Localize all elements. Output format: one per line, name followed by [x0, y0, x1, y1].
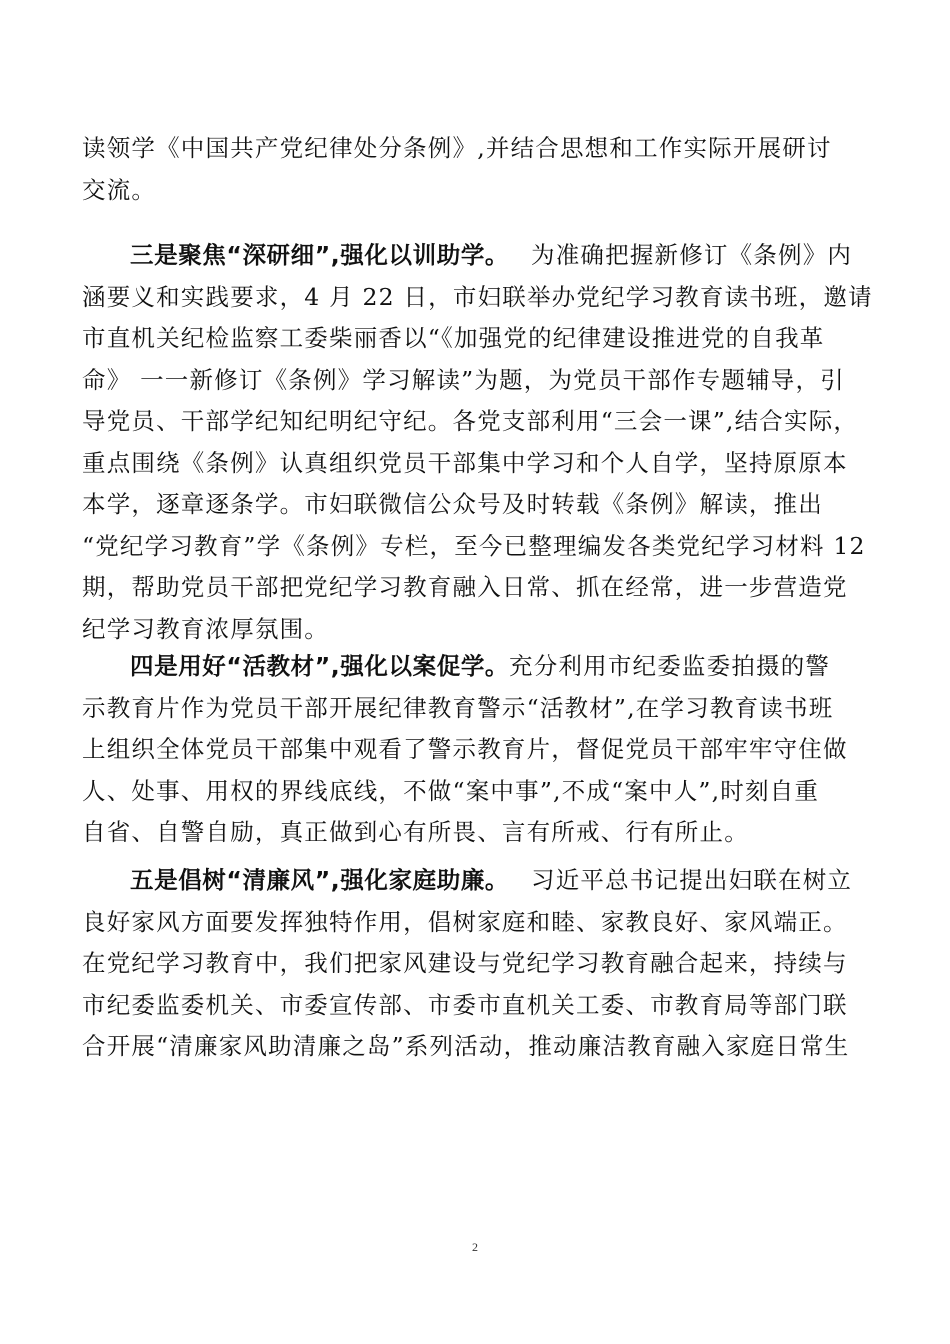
paragraph-continuation — [82, 128, 894, 211]
text-line — [82, 860, 894, 902]
text-span: 为准确把握新修订《条例》内 — [531, 241, 853, 269]
text-line: 读领学《中国共产党纪律处分条例》,并结合思想和工作实际开展研讨 — [82, 134, 832, 162]
text-line: 交流。 — [82, 175, 157, 204]
paragraph-section-five — [82, 860, 894, 1068]
text-line: 市纪委监委机关、市委宣传部、市委市直机关工委、市教育局等部门联 — [82, 990, 848, 1019]
text-line: 本学，逐章逐条学。市妇联微信公众号及时转载《条例》解读，推出 — [82, 490, 823, 518]
page-number: 2 — [472, 1240, 478, 1254]
section-heading: 三是聚焦“深研细”,强化以训助学。 — [130, 241, 510, 269]
text-line: 市直机关纪检监察工委柴丽香以“《加强党的纪律建设推进党的自我革 — [82, 324, 825, 352]
text-line — [82, 646, 894, 688]
text-line: 导党员、干部学纪知纪明纪守纪。各党支部利用“三会一课”,结合实际， — [82, 407, 859, 435]
text-line: 自省、自警自励，真正做到心有所畏、言有所戒、行有所止。 — [82, 818, 749, 846]
section-heading: 五是倡树“清廉风”,强化家庭助廉。 — [130, 866, 510, 894]
text-line: 期，帮助党员干部把党纪学习教育融入日常、抓在经常，进一步营造党 — [82, 573, 848, 601]
paragraph-section-three — [82, 235, 894, 650]
text-line: 在党纪学习教育中，我们把家风建设与党纪学习教育融合起来，持续与 — [82, 949, 848, 977]
text-span: 充分利用市纪委监委拍摄的警 — [509, 652, 831, 680]
paragraph-section-four — [82, 646, 894, 854]
text-line — [82, 235, 894, 277]
text-line: 人、处事、用权的界线底线，不做“案中事”,不成“案中人”,时刻自重 — [82, 776, 820, 805]
text-span: 习近平总书记提出妇联在树立 — [531, 866, 853, 894]
text-line: 合开展“清廉家风助清廉之岛”系列活动，推动廉洁教育融入家庭日常生 — [82, 1032, 850, 1060]
text-line: 重点围绕《条例》认真组织党员干部集中学习和个人自学，坚持原原本 — [82, 448, 848, 477]
text-line: 示教育片作为党员干部开展纪律教育警示“活教材”,在学习教育读书班 — [82, 693, 834, 722]
text-line: 纪学习教育浓厚氛围。 — [82, 614, 329, 643]
text-line: 涵要义和实践要求，4 月 22 日，市妇联举办党纪学习教育读书班，邀请 — [82, 282, 873, 311]
text-line: 上组织全体党员干部集中观看了警示教育片，督促党员干部牢牢守住做 — [82, 735, 848, 763]
text-line: “党纪学习教育”学《条例》专栏，至今已整理编发各类党纪学习材料 12 — [82, 531, 866, 560]
text-line: 命》 一一新修订《条例》学习解读”为题，为党员干部作专题辅导，引 — [82, 365, 845, 394]
text-line: 良好家风方面要发挥独特作用，倡树家庭和睦、家教良好、家风端正。 — [82, 907, 848, 936]
section-heading: 四是用好“活教材”,强化以案促学。 — [130, 652, 510, 680]
